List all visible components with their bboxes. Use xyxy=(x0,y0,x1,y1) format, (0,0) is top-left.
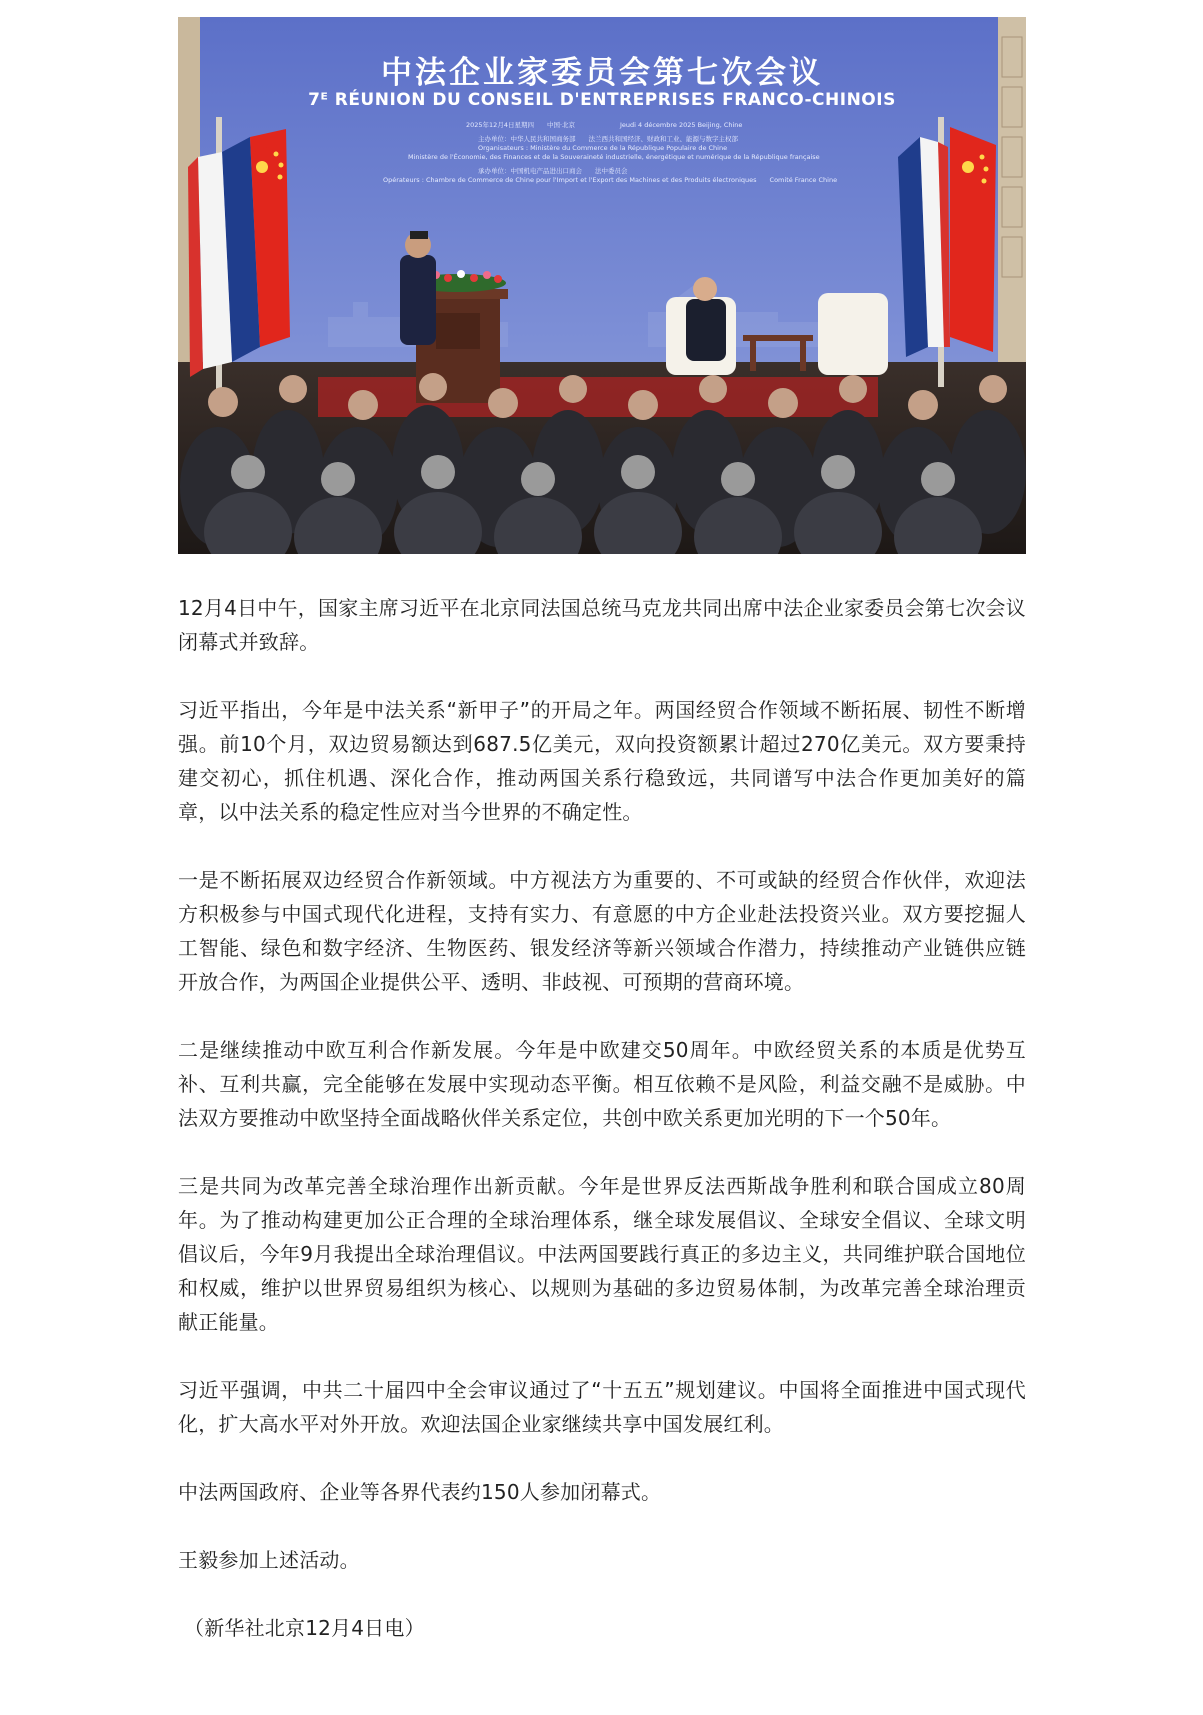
banner-date-cn: 2025年12月4日星期四 中国·北京 xyxy=(466,121,576,129)
paragraph-8: 王毅参加上述活动。 xyxy=(178,1548,360,1572)
dateline: （新华社北京12月4日电） xyxy=(184,1616,425,1640)
paragraph-5: 三是共同为改革完善全球治理作出新贡献。今年是世界反法西斯战争胜利和联合国成立80周年。为了推动构建更加公正合理的全球治理体系，继全球发展倡议、全球安全倡议、全球文明倡议后，今年9月我提出全球治理倡议。中法两国要践行真正的多边主义，共同维护联合国地位和权威，维护以世界贸易组织为核心、以规则为基础的多边贸易体制，为改革完善全球治理贡献正能量。 xyxy=(178,1174,1026,1334)
news-photo xyxy=(178,17,1026,554)
banner-operators-fr: Opérateurs : Chambre de Commerce de Chine pour l'Import et l'Export des Machines et des Produits électroniques Comité France Chine xyxy=(383,176,838,184)
banner-organizers-cn: 主办单位：中华人民共和国商务部 法兰西共和国经济、财政和工业、能源与数字主权部 xyxy=(478,135,738,143)
banner-organizers-fr: Organisateurs : Ministère du Commerce de la République Populaire de Chine xyxy=(478,144,728,152)
banner-title-fr: 7ᴱ RÉUNION DU CONSEIL D'ENTREPRISES FRANCO-CHINOIS xyxy=(308,90,896,110)
banner-organizers-fr-2: Ministère de l'Économie, des Finances et de la Souveraineté industrielle, énergétique et numérique de la République française xyxy=(408,153,820,161)
paragraph-lead: 12月4日中午，国家主席习近平在北京同法国总统马克龙共同出席中法企业家委员会第七次会议闭幕式并致辞。 xyxy=(178,596,1026,654)
paragraph-6: 习近平强调，中共二十届四中全会审议通过了“十五五”规划建议。中国将全面推进中国式现代化，扩大高水平对外开放。欢迎法国企业家继续共享中国发展红利。 xyxy=(178,1378,1026,1436)
banner-title-cn: 中法企业家委员会第七次会议 xyxy=(381,55,823,91)
paragraph-4: 二是继续推动中欧互利合作新发展。今年是中欧建交50周年。中欧经贸关系的本质是优势互补、互利共赢，完全能够在发展中实现动态平衡。相互依赖不是风险，利益交融不是威胁。中法双方要推动中欧坚持全面战略伙伴关系定位，共创中欧关系更加光明的下一个50年。 xyxy=(178,1038,1026,1130)
paragraph-3: 一是不断拓展双边经贸合作新领域。中方视法方为重要的、不可或缺的经贸合作伙伴，欢迎法方积极参与中国式现代化进程，支持有实力、有意愿的中方企业赴法投资兴业。双方要挖掘人工智能、绿色和数字经济、生物医药、银发经济等新兴领域合作潜力，持续推动产业链供应链开放合作，为两国企业提供公平、透明、非歧视、可预期的营商环境。 xyxy=(178,868,1026,994)
banner-operators-cn: 承办单位：中国机电产品进出口商会 法中委员会 xyxy=(478,167,628,175)
article xyxy=(178,17,1026,1645)
paragraph-2: 习近平指出，今年是中法关系“新甲子”的开局之年。两国经贸合作领域不断拓展、韧性不断增强。前10个月，双边贸易额达到687.5亿美元，双向投资额累计超过270亿美元。双方要秉持建交初心，抓住机遇、深化合作，推动两国关系行稳致远，共同谱写中法合作更加美好的篇章，以中法关系的稳定性应对当今世界的不确定性。 xyxy=(178,698,1026,824)
paragraph-7: 中法两国政府、企业等各界代表约150人参加闭幕式。 xyxy=(178,1480,662,1504)
banner-date-fr: Jeudi 4 décembre 2025 Beijing, Chine xyxy=(620,121,743,129)
